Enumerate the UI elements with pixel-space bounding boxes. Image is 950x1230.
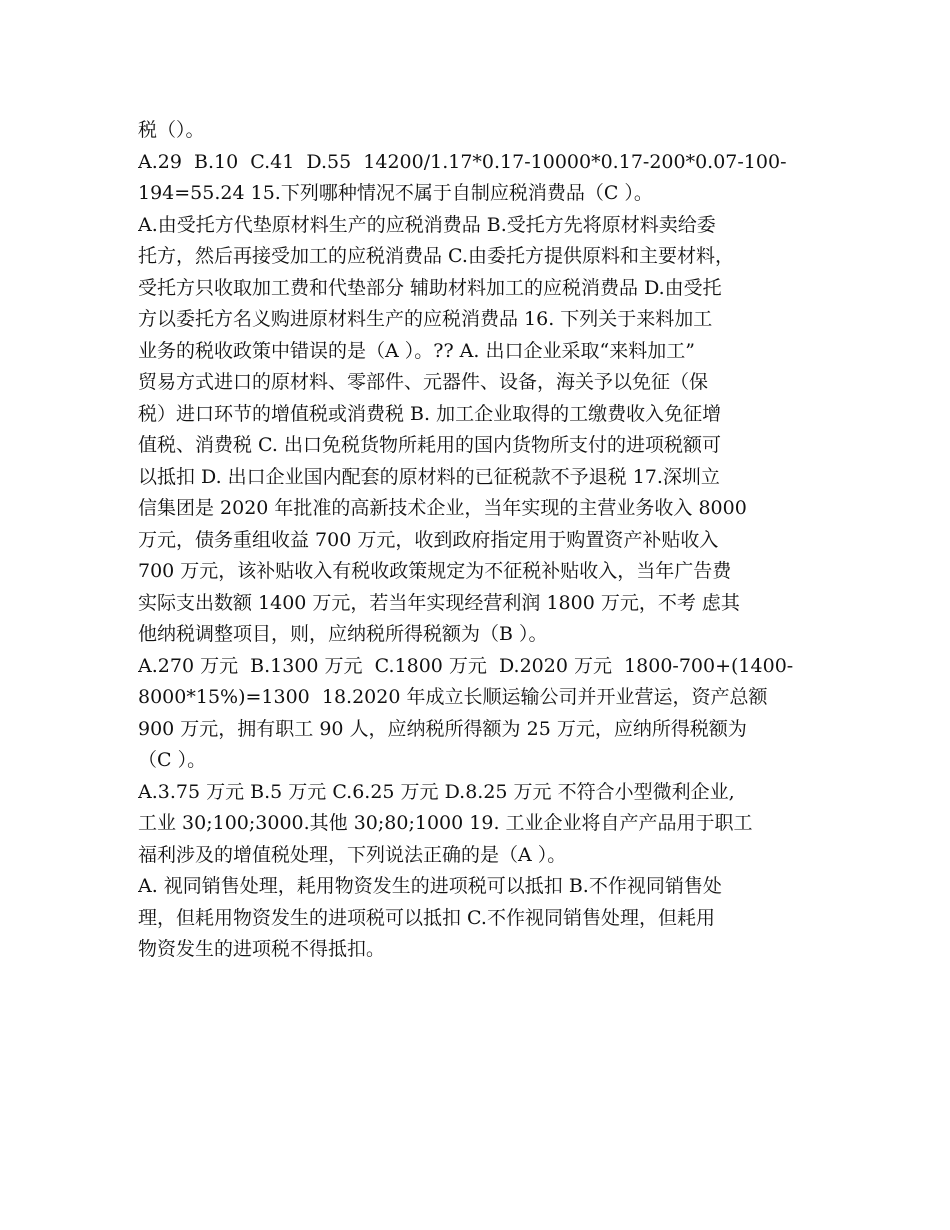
text-line: 税（）。: [138, 119, 205, 141]
text-line: 8000*15%)=1300 18.2020 年成立长顺运输公司并开业营运，资产总额: [138, 686, 768, 708]
text-line: 值税、消费税 C. 出口免税货物所耗用的国内货物所支付的进项税额可: [138, 434, 721, 456]
text-line: 以抵扣 D. 出口企业国内配套的原材料的已征税款不予退税 17.深圳立: [138, 465, 720, 488]
text-line: 工业 30;100;3000.其他 30;80;1000 19. 工业企业将自产产品用于职工: [138, 812, 753, 834]
text-line: 业务的税收政策中错误的是（A ）。?? A. 出口企业采取“来料加工”: [138, 339, 695, 362]
text-line: 福利涉及的增值税处理，下列说法正确的是（A ）。: [138, 843, 567, 866]
text-line: 194=55.24 15.下列哪种情况不属于自制应税消费品（C ）。: [138, 182, 653, 204]
text-line: 信集团是 2020 年批准的高新技术企业，当年实现的主营业务收入 8000: [138, 497, 747, 519]
text-line: A.270 万元 B.1300 万元 C.1800 万元 D.2020 万元 1800-700+(1400-: [138, 654, 794, 677]
text-line: A.29 B.10 C.41 D.55 14200/1.17*0.17-10000*0.17-200*0.07-100-: [138, 150, 787, 173]
text-line: 贸易方式进口的原材料、零部件、元器件、设备，海关予以免征（保: [138, 371, 709, 393]
text-line: 托方，然后再接受加工的应税消费品 C.由委托方提供原料和主要材料，: [138, 245, 734, 267]
text-line: A. 视同销售处理，耗用物资发生的进项税可以抵扣 B.不作视同销售处: [138, 875, 722, 897]
text-line: 900 万元，拥有职工 90 人，应纳税所得额为 25 万元，应纳所得税额为: [138, 717, 747, 740]
document-body: [138, 115, 828, 966]
text-line: 万元，债务重组收益 700 万元，收到政府指定用于购置资产补贴收入: [138, 528, 719, 551]
text-line: 理，但耗用物资发生的进项税可以抵扣 C.不作视同销售处理，但耗用: [138, 906, 715, 929]
text-line: 700 万元，该补贴收入有税收政策规定为不征税补贴收入，当年广告费: [138, 560, 732, 582]
text-line: 实际支出数额 1400 万元，若当年实现经营利润 1800 万元，不考 虑其: [138, 591, 740, 614]
text-line: A.由受托方代垫原材料生产的应税消费品 B.受托方先将原材料卖给委: [138, 213, 716, 236]
text-line: 方以委托方名义购进原材料生产的应税消费品 16. 下列关于来料加工: [138, 308, 713, 330]
text-line: 受托方只收取加工费和代垫部分 辅助材料加工的应税消费品 D.由受托: [138, 276, 722, 299]
text-line: A.3.75 万元 B.5 万元 C.6.25 万元 D.8.25 万元 不符合小型微利企业,: [138, 780, 735, 803]
text-line: 物资发生的进项税不得抵扣。: [138, 938, 386, 960]
text-line: 他纳税调整项目，则，应纳税所得税额为（B ）。: [138, 623, 548, 645]
text-line: 税）进口环节的增值税或消费税 B. 加工企业取得的工缴费收入免征增: [138, 402, 722, 425]
text-line: （C ）。: [138, 749, 207, 771]
